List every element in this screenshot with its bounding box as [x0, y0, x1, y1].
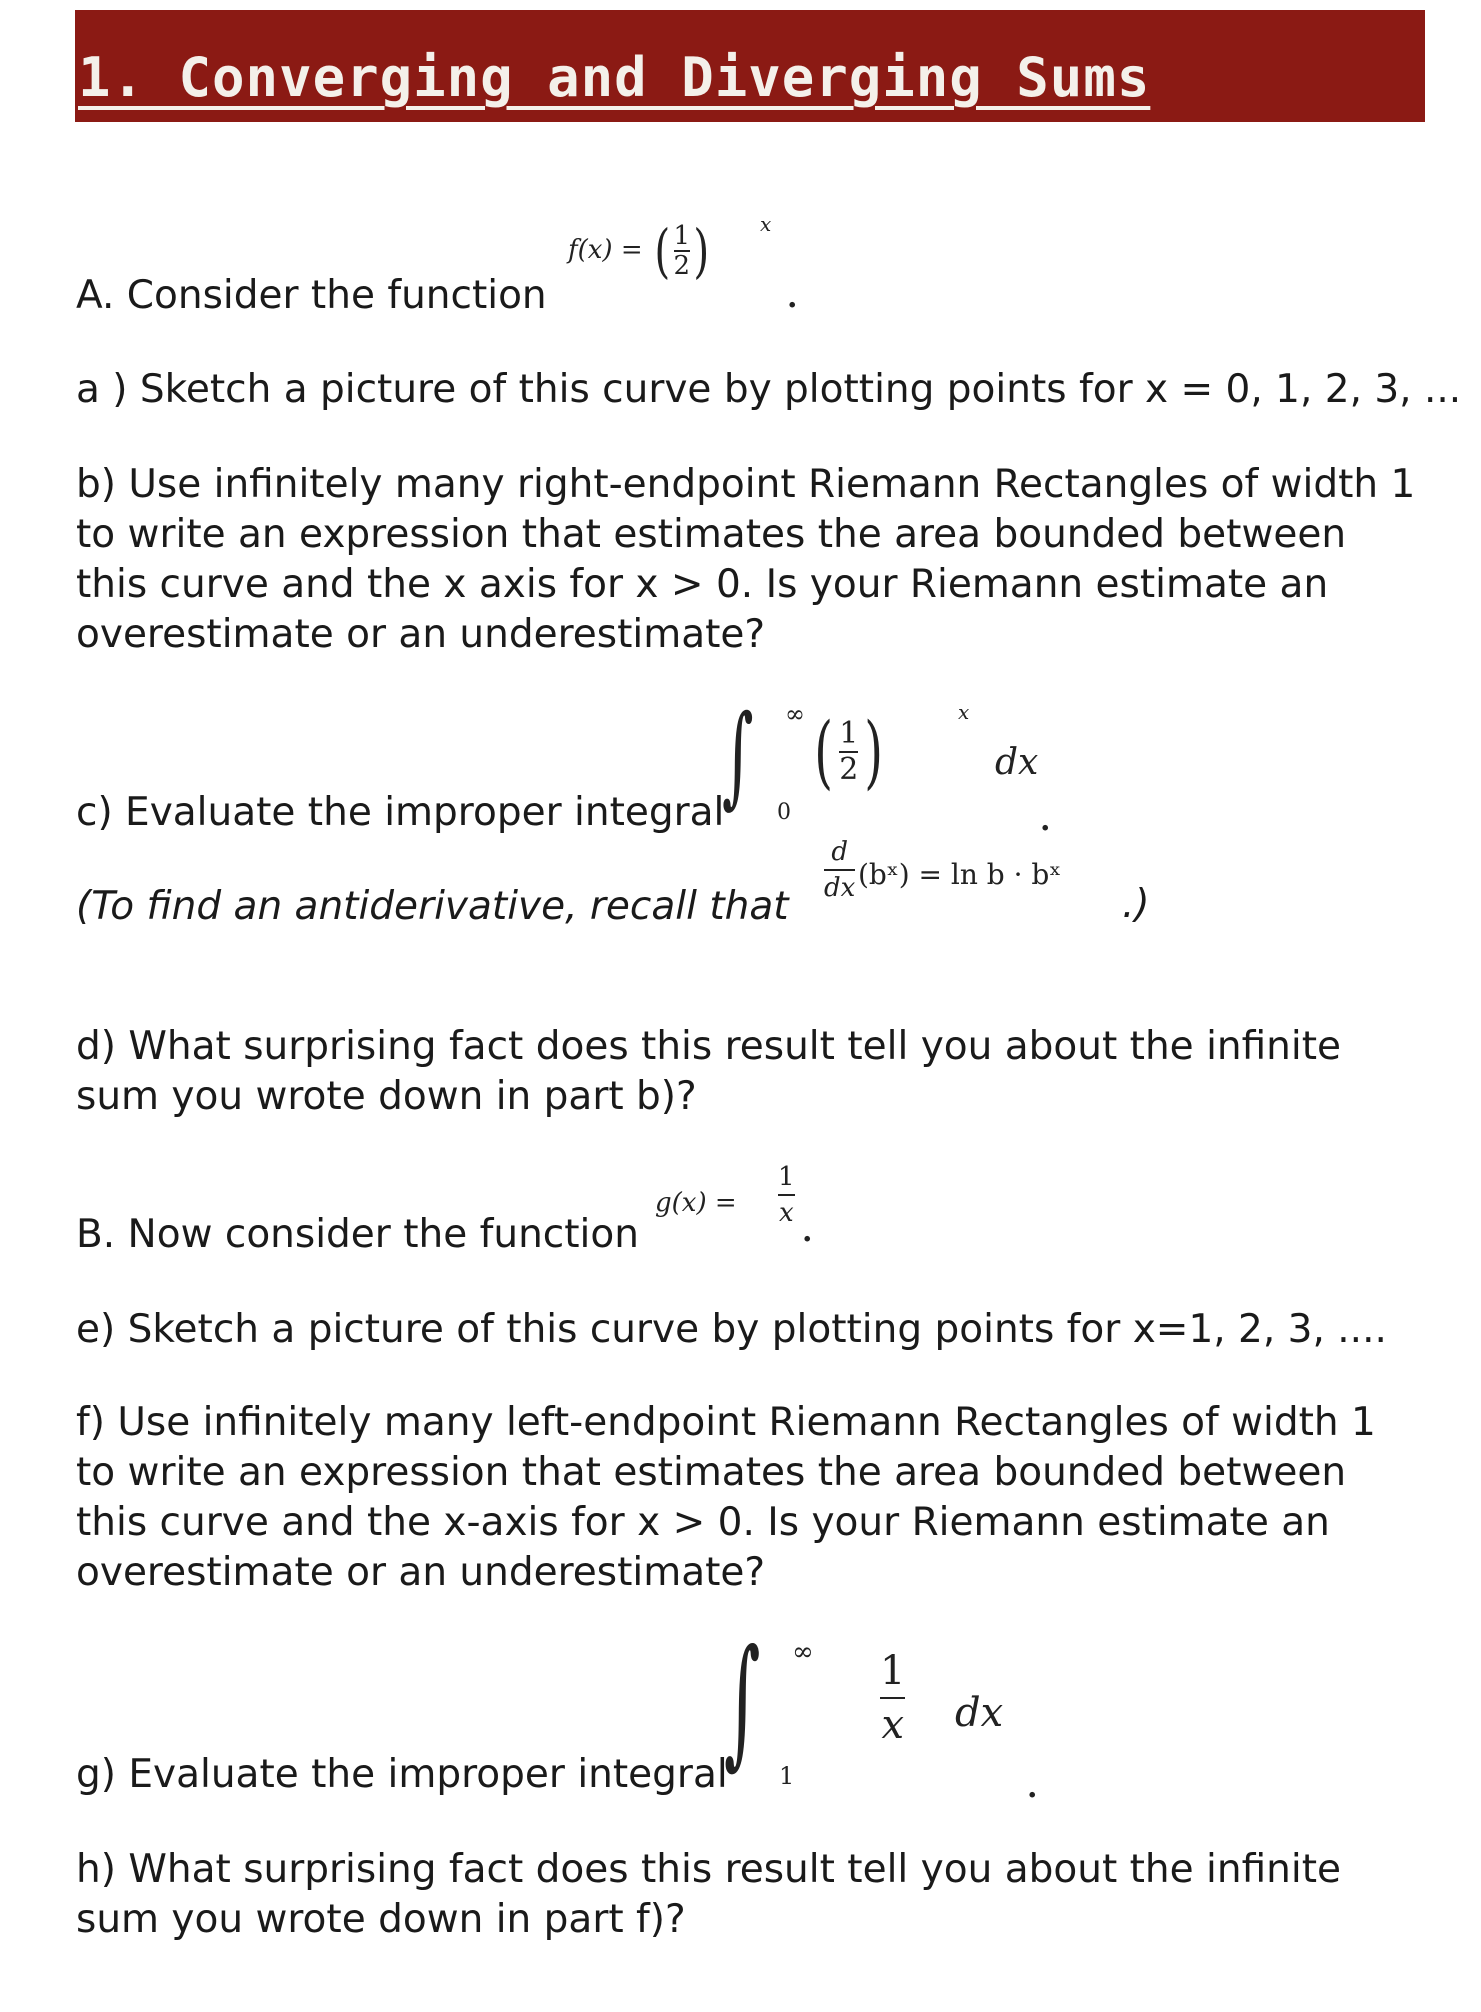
g-denominator: x: [778, 1194, 795, 1230]
g-upper-limit: ∞: [792, 1637, 814, 1667]
f-period: .: [787, 280, 798, 315]
f-exponent: x: [760, 212, 772, 236]
question-c-label: c) Evaluate the improper integral: [76, 790, 725, 835]
c-upper-limit: ∞: [785, 700, 805, 728]
question-b-line-4: overestimate or an underestimate?: [76, 612, 766, 657]
question-f-line-4: overestimate or an underestimate?: [76, 1550, 766, 1595]
f-fraction: [674, 222, 691, 280]
hint-close: .): [1122, 882, 1150, 927]
hint-expression: (bˣ) = ln b · bˣ: [858, 858, 1062, 891]
hint-derivative: [824, 835, 855, 905]
g-integrand-fraction: [880, 1645, 905, 1751]
question-f-line-2: to write an expression that estimates the area bounded between: [76, 1450, 1347, 1495]
question-d-line-2: sum you wrote down in part b)?: [76, 1074, 697, 1119]
question-e: e) Sketch a picture of this curve by plotting points for x=1, 2, 3, ....: [76, 1307, 1387, 1352]
question-a: a ) Sketch a picture of this curve by plotting points for x = 0, 1, 2, 3, ...: [76, 367, 1462, 412]
f-function-formula: f(x) = ( $\frac{1}{2}$ ): [568, 217, 710, 285]
question-b-line-3: this curve and the x axis for x > 0. Is your Riemann estimate an: [76, 562, 1329, 607]
g-period: .: [1027, 1770, 1038, 1805]
c-fraction: [839, 717, 858, 787]
part-b-intro: B. Now consider the function: [76, 1212, 639, 1257]
g-integral-sign: ∫: [724, 1620, 761, 1783]
question-h-line-1: h) What surprising fact does this result tell you about the infinite: [76, 1847, 1341, 1892]
question-g-label: g) Evaluate the improper integral: [76, 1752, 728, 1797]
question-f-line-3: this curve and the x-axis for x > 0. Is your Riemann estimate an: [76, 1500, 1330, 1545]
g-lower-limit: 1: [779, 1762, 795, 1790]
c-numerator: 1: [839, 716, 859, 751]
c-integrand: ( $\frac{1}{2}$ ): [814, 705, 884, 798]
g-numerator: 1: [778, 1162, 795, 1192]
hint-d: d: [831, 837, 848, 867]
g-period: .: [802, 1214, 813, 1249]
f-denominator: 2: [673, 251, 691, 281]
question-h-line-2: sum you wrote down in part f)?: [76, 1897, 686, 1942]
g-dx: dx: [955, 1690, 1004, 1736]
part-a-intro: A. Consider the function: [76, 273, 547, 318]
hint-dx: dx: [824, 869, 855, 905]
c-dx: dx: [995, 742, 1039, 783]
hint-ddx-fraction: [824, 835, 855, 905]
g-lhs: g(x) =: [655, 1188, 737, 1218]
question-b-line-1: b) Use infinitely many right-endpoint Riemann Rectangles of width 1: [76, 462, 1416, 507]
c-lower-limit: 0: [777, 800, 791, 825]
c-exponent: x: [958, 700, 970, 724]
hint-label: (To find an antiderivative, recall that: [76, 884, 789, 929]
f-numerator: 1: [673, 221, 691, 251]
c-integral-sign: ∫: [722, 691, 754, 819]
section-title: 1. Converging and Diverging Sums: [78, 46, 1151, 109]
question-b-line-2: to write an expression that estimates the area bounded between: [76, 512, 1347, 557]
g-fraction: [778, 1160, 795, 1230]
question-f-line-1: f) Use infinitely many left-endpoint Riemann Rectangles of width 1: [76, 1400, 1376, 1445]
c-period: .: [1040, 803, 1051, 838]
g-integrand-denominator: x: [880, 1697, 905, 1751]
c-denominator: 2: [839, 752, 859, 787]
g-integrand-numerator: 1: [880, 1648, 906, 1694]
f-lhs: f(x) =: [568, 235, 643, 265]
question-d-line-1: d) What surprising fact does this result tell you about the infinite: [76, 1024, 1342, 1069]
